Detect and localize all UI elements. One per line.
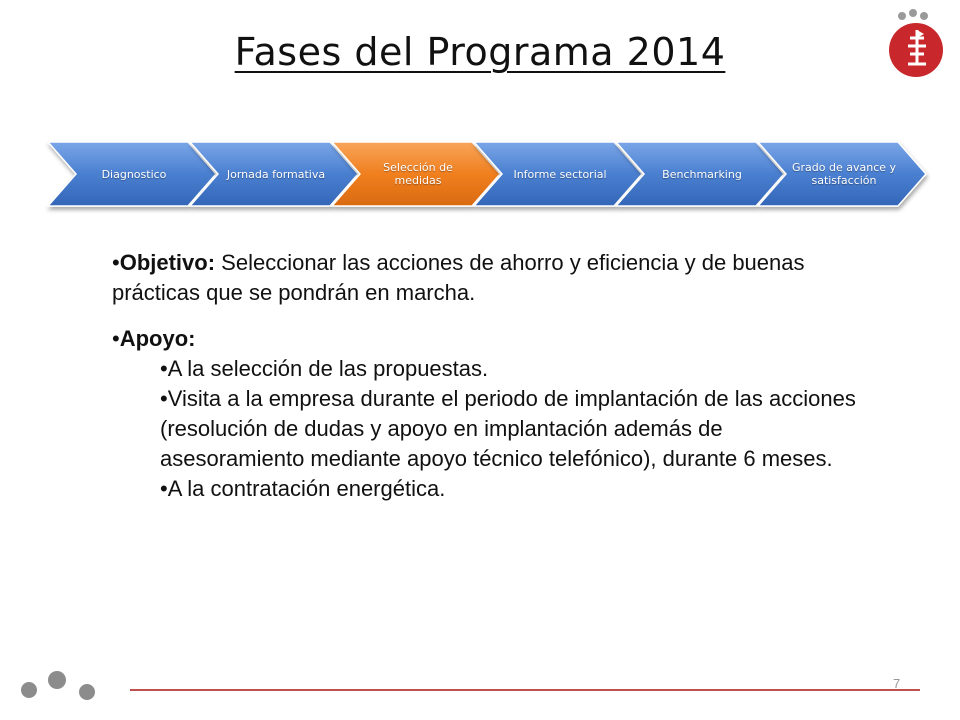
phase-label: Informe sectorial [513,167,607,181]
support-item-text: Visita a la empresa durante el periodo de implantación de las acciones (resolución de dudas y apoyo en implantación además de asesoramiento mediante apoyo técnico telefónico), durante 6 meses. [160,386,856,471]
support-item: •A la contratación energética. [160,476,446,501]
objective-paragraph: •Objetivo: Seleccionar las acciones de ahorro y eficiencia y de buenas prácticas que se pondrán en marcha. [112,250,805,305]
support-item-text: A la selección de las propuestas. [167,356,489,381]
footer-divider [130,689,920,691]
support-item: •Visita a la empresa durante el periodo de implantación de las acciones (resolución de dudas y apoyo en implantación además de asesoramiento mediante apoyo técnico telefónico), durante 6 meses. [160,386,856,471]
phase-label: Diagnostico [101,167,167,181]
objective-label: Objetivo: [119,250,216,275]
slide-body [112,248,872,504]
decorative-dots-icon [0,650,120,710]
support-item: •A la selección de las propuestas. [160,356,489,381]
phase-label: Grado de avance y satisfacción [791,161,897,187]
support-heading: •Apoyo: [112,326,196,351]
phase-label: Benchmarking [662,167,742,181]
objective-text: Seleccionar las acciones de ahorro y eficiencia y de buenas prácticas que se pondrán en marcha. [112,250,805,305]
support-label: Apoyo: [119,326,196,351]
slide-title-text: Fases del Programa 2014 [234,30,726,74]
support-item-text: A la contratación energética. [167,476,446,501]
phase-label: Selección de medidas [383,161,453,187]
page-number: 7 [893,676,901,691]
phase-label: Jornada formativa [226,167,326,181]
